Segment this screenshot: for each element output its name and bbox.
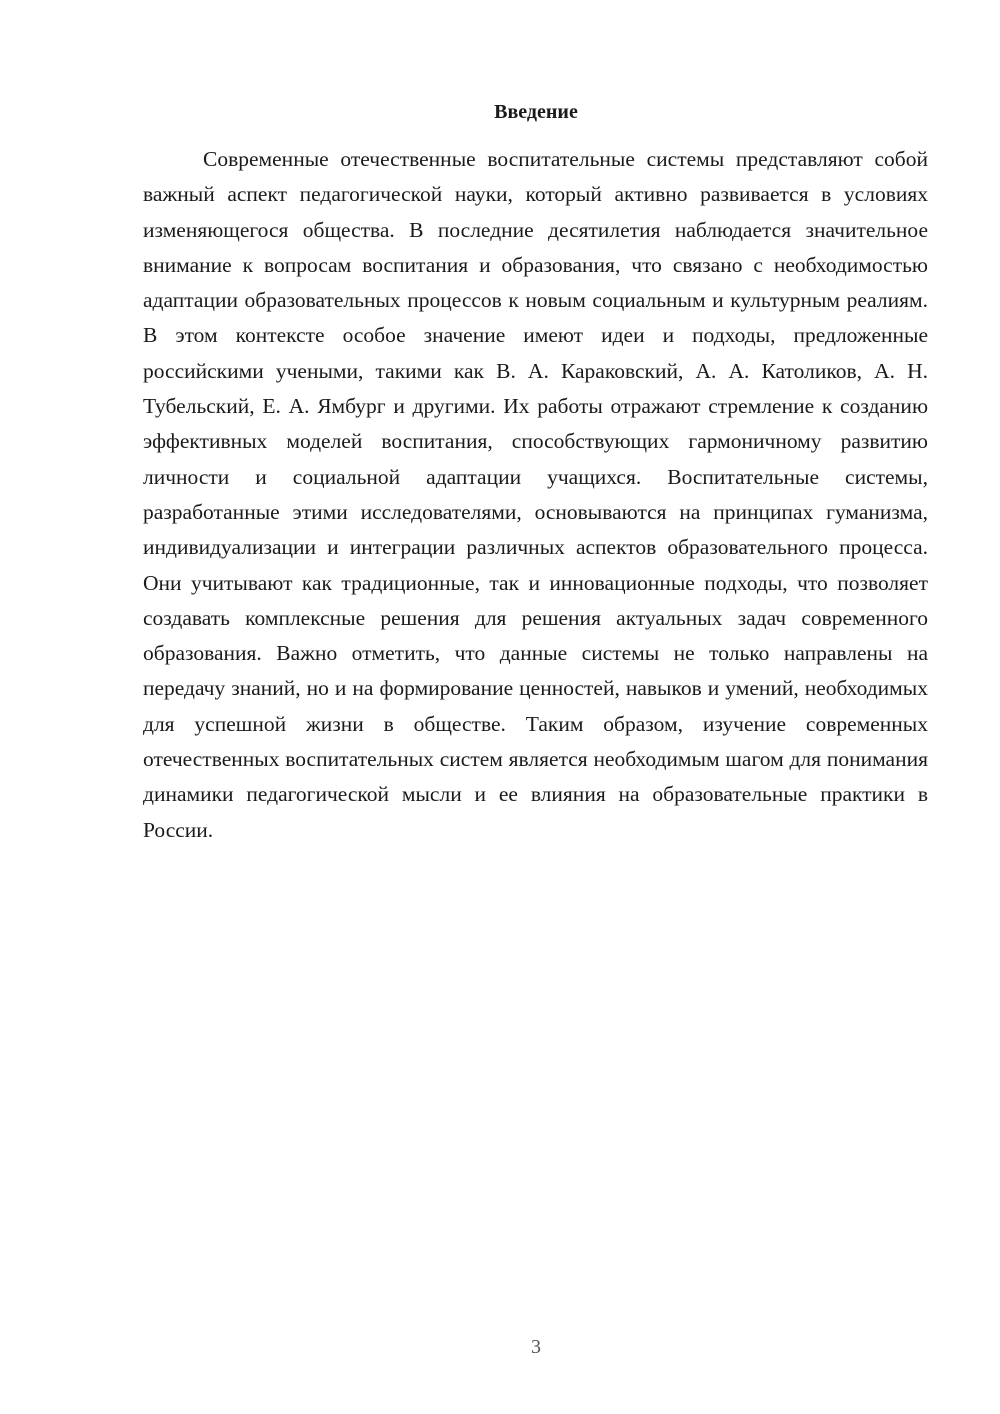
body-paragraph: Современные отечественные воспитательные системы представляют собой важный аспект педагогической науки, который активно развивается в условиях изменяющегося общества. В последние десятилетия наблюдается значительное внимание к вопросам воспитания и образования, что связано с необходимостью адаптации образовательных процессов к новым социальным и культурным реалиям. В этом контексте особое значение имеют идеи и подходы, предложенные российскими учеными, такими как В. А. Караковский, А. А. Католиков, А. Н. Тубельский, Е. А. Ямбург и другими. Их работы отражают стремление к созданию эффективных моделей воспитания, способствующих гармоничному развитию личности и социальной адаптации учащихся. Воспитательные системы, разработанные этими исследователями, основываются на принципах гуманизма, индивидуализации и интеграции различных аспектов образовательного процесса. Они учитывают как традиционные, так и инновационные подходы, что позволяет создавать комплексные решения для решения актуальных задач современного образования. Важно отметить, что данные системы не только направлены на передачу знаний, но и на формирование ценностей, навыков и умений, необходимых для успешной жизни в обществе. Таким образом, изучение современных отечественных воспитательных систем является необходимым шагом для понимания динамики педагогической мысли и ее влияния на образовательные практики в России. (143, 147, 928, 842)
page-number: 3 (531, 1336, 541, 1358)
section-title: Введение (494, 101, 578, 123)
